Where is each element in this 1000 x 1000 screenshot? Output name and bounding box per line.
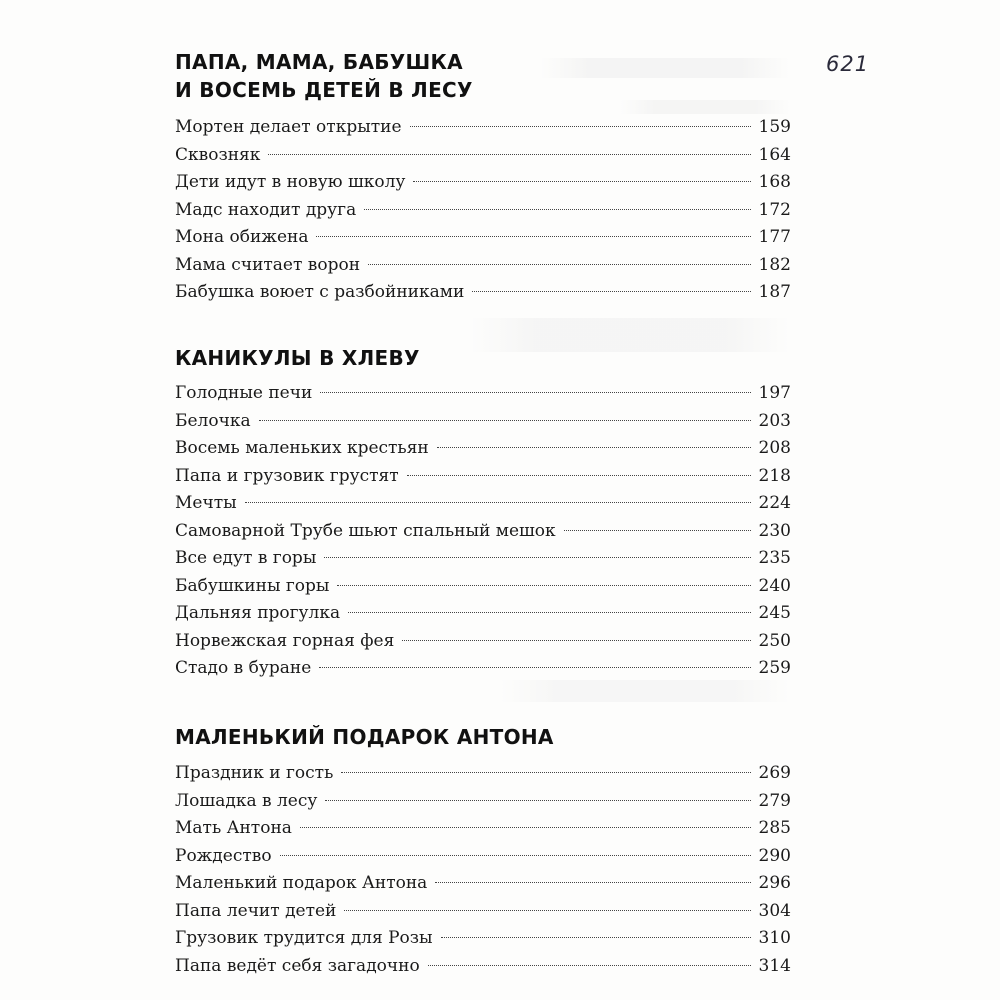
toc-entry	[175, 490, 791, 518]
dot-leader	[341, 772, 750, 773]
toc-entry-title: Дети идут в новую школу	[175, 172, 406, 192]
toc-entry-page: 235	[758, 548, 791, 568]
section-title-line: И ВОСЕМЬ ДЕТЕЙ В ЛЕСУ	[175, 78, 473, 102]
toc-entry-page: 285	[758, 818, 791, 838]
toc-entry-page: 224	[758, 493, 791, 513]
toc-entry-title: Мечты	[175, 493, 237, 513]
toc-entry-page: 164	[758, 144, 791, 165]
toc-entry	[175, 197, 791, 225]
toc-entry	[175, 843, 791, 871]
toc-entry-page: 310	[758, 928, 791, 948]
dot-leader	[437, 447, 751, 448]
section-title	[175, 344, 420, 372]
toc-entry-title: Мортен делает открытие	[175, 117, 402, 137]
dot-leader	[337, 585, 750, 586]
toc-entry	[175, 600, 791, 628]
toc-entry-page: 208	[758, 438, 791, 458]
dot-leader	[410, 126, 751, 127]
toc-entry	[175, 114, 791, 142]
toc-list	[175, 114, 791, 307]
toc-entry	[175, 518, 791, 546]
section-title-line: МАЛЕНЬКИЙ ПОДАРОК АНТОНА	[175, 725, 554, 749]
toc-entry	[175, 953, 791, 981]
toc-entry	[175, 760, 791, 788]
toc-entry-page: 279	[758, 790, 791, 811]
toc-entry	[175, 252, 791, 280]
section-title-line: КАНИКУЛЫ В ХЛЕВУ	[175, 346, 420, 370]
dot-leader	[245, 502, 751, 503]
toc-entry-page: 290	[758, 845, 791, 866]
toc-list	[175, 380, 791, 683]
toc-entry-page: 159	[758, 117, 791, 137]
toc-entry-page: 296	[758, 873, 791, 893]
dot-leader	[435, 882, 750, 883]
toc-entry-title: Мадс находит друга	[175, 199, 357, 220]
dot-leader	[441, 937, 751, 938]
toc-entry-page: 177	[758, 227, 791, 247]
toc-entry-page: 218	[758, 465, 791, 486]
dot-leader	[259, 420, 751, 421]
toc-entry-title: Папа ведёт себя загадочно	[175, 955, 420, 976]
dot-leader	[348, 612, 750, 613]
toc-entry-title: Папа и грузовик грустят	[175, 465, 399, 486]
toc-entry-page: 172	[758, 199, 791, 220]
dot-leader	[325, 800, 750, 801]
toc-entry-title: Папа лечит детей	[175, 900, 337, 921]
toc-entry-title: Праздник и гость	[175, 763, 334, 783]
toc-entry-title: Самоварной Трубе шьют спальный мешок	[175, 520, 556, 541]
toc-entry-page: 250	[758, 630, 791, 651]
toc-entry	[175, 142, 791, 170]
toc-entry-title: Мать Антона	[175, 818, 292, 838]
toc-entry	[175, 435, 791, 463]
toc-entry-page: 240	[758, 575, 791, 596]
dot-leader	[268, 154, 750, 155]
toc-entry-title: Голодные печи	[175, 383, 313, 403]
toc-entry-page: 304	[758, 900, 791, 921]
toc-entry-title: Стадо в буране	[175, 658, 312, 678]
dot-leader	[300, 827, 751, 828]
toc-entry-page: 314	[758, 955, 791, 976]
toc-entry-title: Лошадка в лесу	[175, 790, 318, 811]
toc-entry-page: 203	[758, 410, 791, 431]
toc-entry-title: Мама считает ворон	[175, 254, 361, 275]
toc-entry-page: 259	[758, 658, 791, 678]
dot-leader	[364, 209, 750, 210]
toc-entry	[175, 380, 791, 408]
toc-entry-page: 168	[758, 172, 791, 192]
toc-entry-title: Сквозняк	[175, 144, 261, 165]
bleed-through-texture	[470, 318, 790, 352]
toc-entry	[175, 279, 791, 307]
section-title-line: ПАПА, МАМА, БАБУШКА	[175, 50, 463, 74]
toc-entry-page: 230	[758, 520, 791, 541]
toc-entry	[175, 408, 791, 436]
toc-entry	[175, 898, 791, 926]
toc-entry-page: 197	[758, 383, 791, 403]
dot-leader	[472, 291, 750, 292]
dot-leader	[564, 530, 751, 531]
toc-entry-title: Бабушка воюет с разбойниками	[175, 282, 465, 302]
dot-leader	[319, 667, 750, 668]
toc-entry-title: Белочка	[175, 410, 251, 431]
dot-leader	[402, 640, 750, 641]
toc-entry	[175, 925, 791, 953]
toc-entry-title: Рождество	[175, 845, 272, 866]
toc-entry-title: Мона обижена	[175, 227, 309, 247]
toc-entry	[175, 655, 791, 683]
toc-entry-page: 245	[758, 603, 791, 623]
dot-leader	[324, 557, 750, 558]
toc-list	[175, 760, 791, 980]
bleed-through-texture	[540, 58, 790, 78]
dot-leader	[316, 236, 750, 237]
dot-leader	[407, 475, 751, 476]
toc-entry	[175, 463, 791, 491]
toc-entry	[175, 169, 791, 197]
toc-entry	[175, 628, 791, 656]
toc-entry-title: Грузовик трудится для Розы	[175, 928, 433, 948]
dot-leader	[320, 392, 750, 393]
toc-entry	[175, 545, 791, 573]
section-title	[175, 723, 554, 751]
bleed-through-texture	[500, 680, 790, 702]
dot-leader	[428, 965, 751, 966]
toc-entry-title: Все едут в горы	[175, 548, 317, 568]
dot-leader	[368, 264, 750, 265]
toc-entry-title: Бабушкины горы	[175, 575, 330, 596]
toc-entry-title: Норвежская горная фея	[175, 630, 395, 651]
bleed-through-texture	[620, 100, 790, 114]
toc-entry-page: 269	[758, 763, 791, 783]
toc-entry-page: 182	[758, 254, 791, 275]
dot-leader	[280, 855, 751, 856]
toc-entry	[175, 788, 791, 816]
dot-leader	[413, 181, 750, 182]
toc-entry-title: Дальняя прогулка	[175, 603, 341, 623]
handwritten-page-number: 621	[826, 52, 870, 76]
section-title	[175, 48, 473, 104]
toc-entry	[175, 573, 791, 601]
toc-entry	[175, 870, 791, 898]
dot-leader	[344, 910, 750, 911]
toc-entry	[175, 815, 791, 843]
toc-entry-page: 187	[758, 282, 791, 302]
toc-entry	[175, 224, 791, 252]
toc-entry-title: Маленький подарок Антона	[175, 873, 428, 893]
toc-entry-title: Восемь маленьких крестьян	[175, 438, 429, 458]
